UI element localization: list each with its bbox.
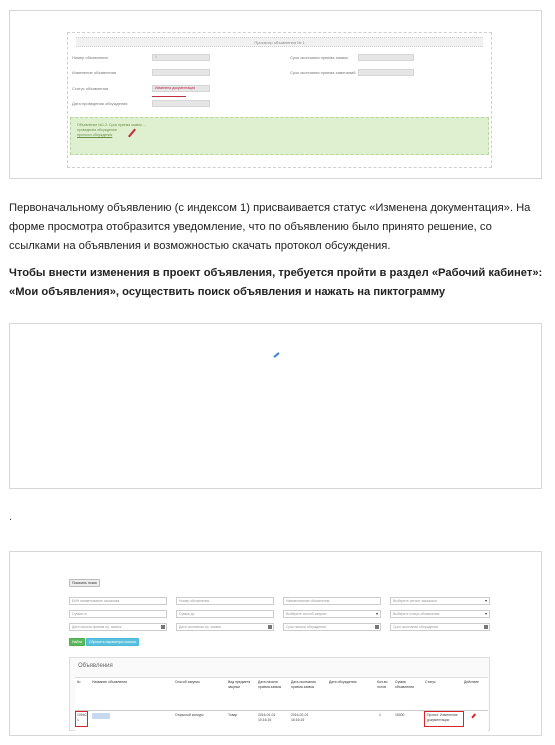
- filter-disc-end-text: Срок окончания обсуждения: [393, 625, 438, 629]
- screenshot-my-announcements: [9, 551, 542, 736]
- show-search-button[interactable]: Показать поиск: [69, 579, 100, 587]
- filter-sum-to[interactable]: Сумма до: [176, 610, 274, 618]
- field-protocol: [152, 100, 210, 107]
- filter-status[interactable]: [390, 610, 490, 618]
- cell-sum: 15000: [395, 713, 405, 717]
- paragraph-status-info: Первоначальному объявлению (с индексом 1) присваивается статус «Изменена документация». На форме просмотра отобразится уведомление, что по объявлению было принято решение, со ссылками на объявления и возможностью скачать протокол обсуждения.: [9, 202, 531, 252]
- col-disc: Дата обсуждения: [329, 680, 357, 684]
- reset-button[interactable]: Сбросить параметры поиска: [86, 638, 139, 646]
- filter-number[interactable]: Номер объявления: [176, 597, 274, 605]
- filter-name[interactable]: Наименование объявления: [283, 597, 381, 605]
- calendar-icon[interactable]: [375, 625, 379, 629]
- pencil-edit-icon[interactable]: [471, 713, 475, 718]
- announcements-table: [75, 677, 488, 732]
- form-header: Просмотр объявления № 1: [76, 37, 483, 47]
- status-underline: [152, 96, 186, 97]
- filter-method[interactable]: [283, 610, 381, 618]
- col-method: Способ закупки: [175, 680, 200, 684]
- cell-method: Открытый конкурс: [175, 713, 204, 717]
- caret-down-icon: ▾: [484, 611, 487, 616]
- notice-body: Объявление №1-2: Срок приема заявок ... проведения обсуждения: [77, 123, 146, 132]
- filter-disc-start[interactable]: [283, 623, 381, 631]
- label-change: Изменение объявления: [72, 70, 117, 75]
- col-status: Статус: [425, 680, 436, 684]
- filter-sum-from[interactable]: Сумма от: [69, 610, 167, 618]
- calendar-icon[interactable]: [268, 625, 272, 629]
- panel-title: Объявления: [78, 663, 113, 669]
- protocol-link[interactable]: протокол обсуждения: [77, 133, 113, 137]
- field-status: Изменена документация: [152, 85, 210, 92]
- col-end: Дата окончания приема заявок: [291, 680, 316, 689]
- col-sum: Сумма объявления: [395, 680, 414, 689]
- filter-start-text: Дата начала приема пр. заявок: [72, 625, 122, 629]
- filter-start-date[interactable]: [69, 623, 167, 631]
- calendar-icon[interactable]: [484, 625, 488, 629]
- cell-subject: Товар: [228, 713, 238, 717]
- announcements-panel: [69, 657, 490, 731]
- decision-notice: [70, 117, 489, 155]
- filter-end-text: Дата окончания пр. заявок: [179, 625, 221, 629]
- screenshot-announcement-view: [9, 10, 542, 179]
- announcement-link[interactable]: [92, 713, 110, 719]
- field-end-date: [358, 54, 414, 61]
- cell-end: 2016-02-01 16:16:15: [291, 713, 309, 722]
- caret-down-icon: ▾: [375, 611, 378, 616]
- col-subject: Вид предмета закупки: [228, 680, 251, 689]
- image-placeholder: [9, 323, 542, 489]
- label-protocol: Дата проведения обсуждения: [72, 101, 128, 106]
- cell-num: 10940-1: [77, 713, 88, 722]
- col-name: Название объявления: [92, 680, 127, 684]
- label-status: Статус объявления: [72, 86, 109, 91]
- cell-lots: 1: [379, 713, 381, 717]
- cell-status: Проект: Изменение документации: [427, 713, 458, 722]
- filter-disc-start-text: Срок начала обсуждения: [286, 625, 326, 629]
- col-lots: Кол-во лотов: [377, 680, 388, 689]
- field-change: [152, 69, 210, 76]
- filter-method-text: Выберите способ закупки: [286, 612, 327, 616]
- find-button[interactable]: Найти: [69, 638, 85, 646]
- calendar-icon[interactable]: [161, 625, 165, 629]
- filter-bin[interactable]: БИН наименование заказчика: [69, 597, 167, 605]
- filter-disc-end[interactable]: [390, 623, 490, 631]
- label-disc-date: Срок окончания приема замечаний: [290, 70, 356, 75]
- loading-spinner-icon: [273, 352, 280, 358]
- caret-down-icon: ▾: [484, 598, 487, 603]
- filter-status-text: Выберите статус объявления: [393, 612, 440, 616]
- col-action: Действие: [464, 680, 479, 684]
- col-start: Дата начала приема заявок: [258, 680, 282, 689]
- my-announcements-page: [67, 572, 492, 732]
- filter-end-date[interactable]: [176, 623, 274, 631]
- filter-region[interactable]: [390, 597, 490, 605]
- label-number: Номер объявления: [72, 55, 108, 60]
- notice-text: [77, 123, 147, 138]
- highlight-status: [424, 711, 464, 727]
- paragraph-instruction: Чтобы внести изменения в проект объявления, требуется пройти в раздел «Рабочий кабинет»: «Мои объявления», осуществить поиск объявления и нажать на пиктограмму: [9, 267, 543, 298]
- field-disc-date: [358, 69, 414, 76]
- announcement-view-form: [67, 32, 492, 168]
- highlight-num: [75, 711, 88, 727]
- field-number: 1: [152, 54, 210, 61]
- stray-dot: .: [9, 511, 13, 523]
- label-end-date: Срок окончания приема заявок: [290, 55, 348, 60]
- cell-start: 2016-01-01 10:16:15: [258, 713, 276, 722]
- col-num: №: [77, 680, 81, 684]
- filter-region-text: Выберите регион заказчика: [393, 599, 437, 603]
